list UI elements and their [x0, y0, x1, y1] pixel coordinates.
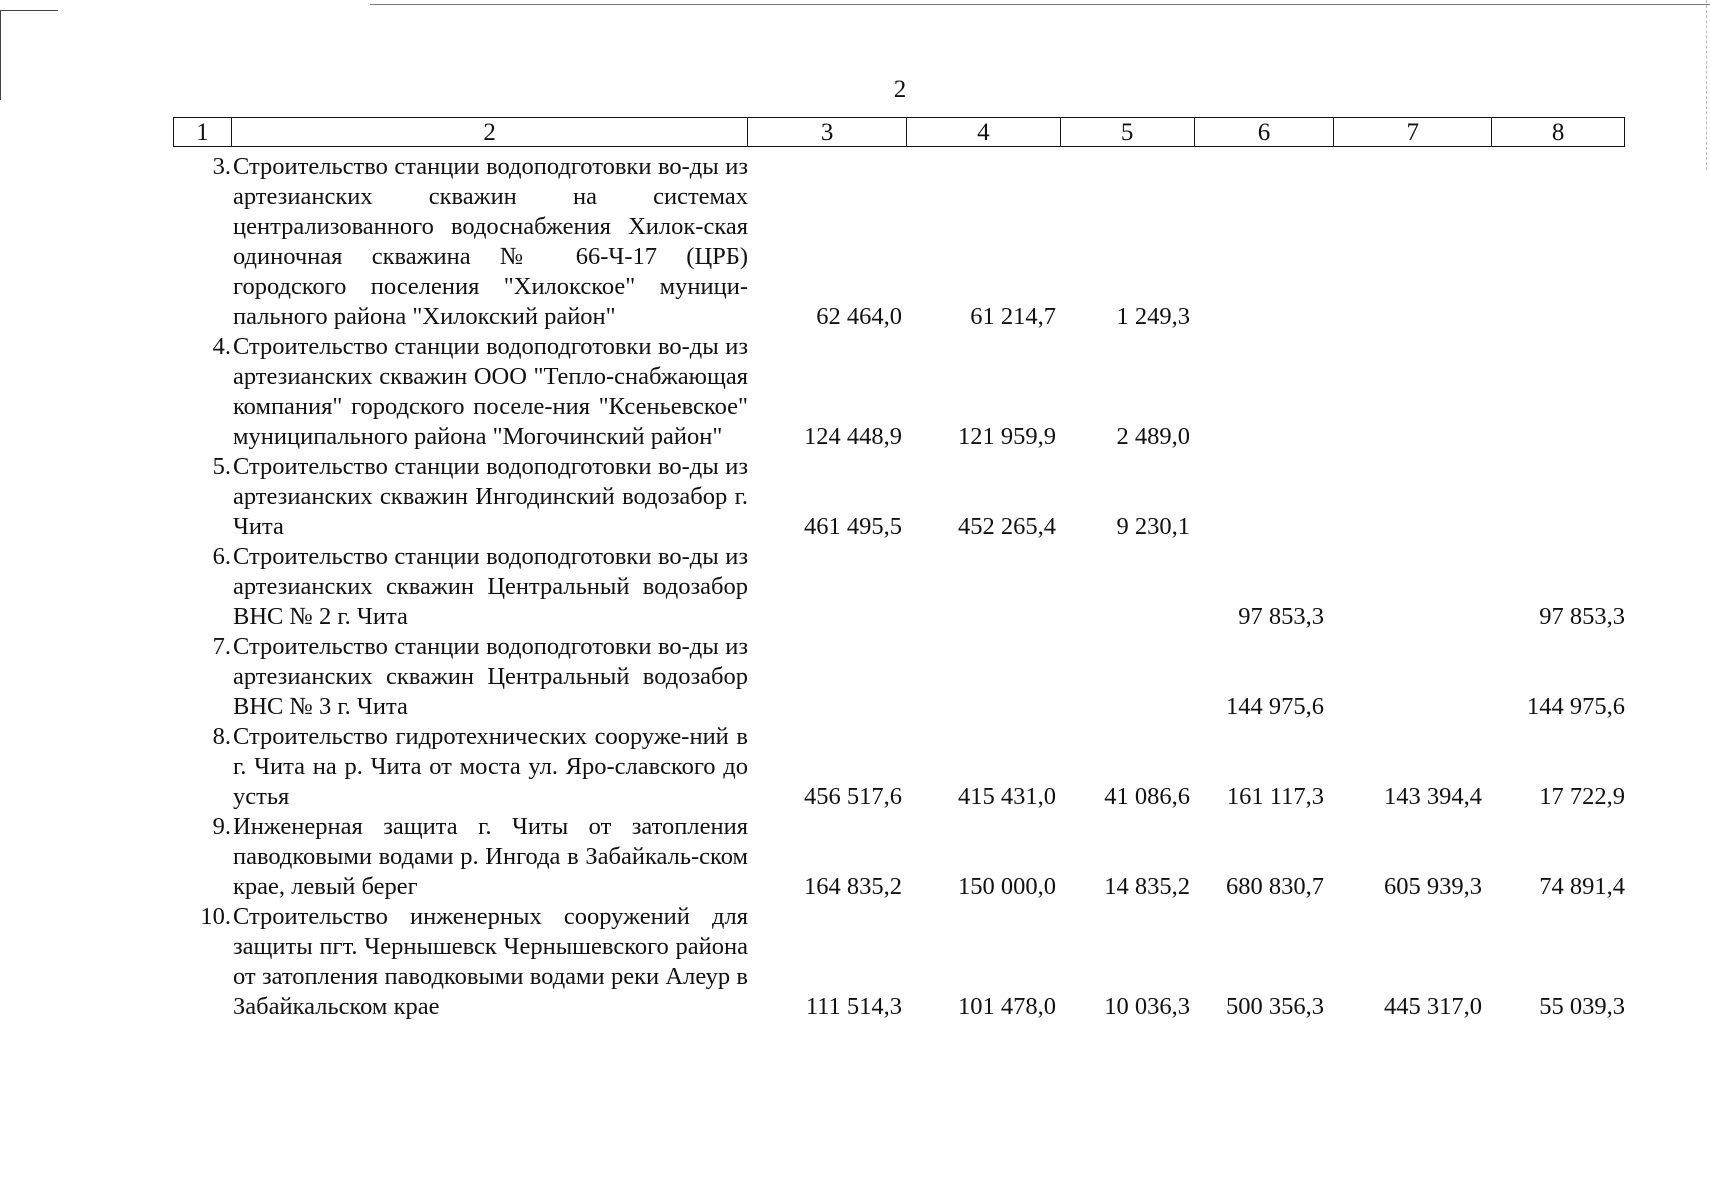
cell-col-3: 456 517,6	[804, 783, 902, 810]
table-row	[173, 542, 1625, 632]
cell-col-6: 680 830,7	[1226, 873, 1324, 900]
cell-col-3: 111 514,3	[805, 993, 902, 1020]
cell-col-7: 605 939,3	[1384, 873, 1482, 900]
table-row	[173, 722, 1625, 812]
cell-col-4: 61 214,7	[970, 303, 1056, 330]
row-number: 4.	[212, 333, 231, 360]
cell-col-7: 143 394,4	[1384, 783, 1482, 810]
cell-col-8: 74 891,4	[1539, 873, 1625, 900]
cell-col-6: 161 117,3	[1226, 783, 1324, 810]
header-col-3: 3	[748, 118, 907, 146]
table-row	[173, 332, 1625, 452]
header-col-7: 7	[1334, 118, 1492, 146]
cell-col-8: 17 722,9	[1539, 783, 1625, 810]
table-row	[173, 632, 1625, 722]
table-body	[173, 152, 1625, 1022]
row-description: Строительство станции водоподготовки во-ды из артезианских скважин на системах централизованного водоснабжения Хилок-ская одиночная скважина № 66-Ч-17 (ЦРБ) городского поселения "Хилокское" муници-пального района "Хилокский район"	[233, 153, 748, 330]
cell-col-6: 97 853,3	[1238, 603, 1324, 630]
row-number: 6.	[212, 543, 231, 570]
row-number: 7.	[212, 633, 231, 660]
table-row	[173, 812, 1625, 902]
cell-col-4: 452 265,4	[958, 513, 1056, 540]
header-col-1: 1	[174, 118, 232, 146]
cell-col-3: 461 495,5	[804, 513, 902, 540]
cell-col-3: 62 464,0	[816, 303, 902, 330]
table-row	[173, 452, 1625, 542]
row-description: Строительство гидротехнических сооруже-ний в г. Чита на р. Чита от моста ул. Яро-славского до устья	[233, 723, 748, 810]
cell-col-8: 55 039,3	[1539, 993, 1625, 1020]
row-description: Инженерная защита г. Читы от затопления паводковыми водами р. Ингода в Забайкаль-ском крае, левый берег	[233, 813, 748, 900]
cell-col-8: 144 975,6	[1527, 693, 1625, 720]
cell-col-5: 41 086,6	[1104, 783, 1190, 810]
header-col-8: 8	[1551, 118, 1565, 146]
cell-col-4: 101 478,0	[958, 993, 1056, 1020]
table-row	[173, 152, 1625, 332]
cell-col-5: 1 249,3	[1116, 303, 1190, 330]
cell-col-6: 500 356,3	[1226, 993, 1324, 1020]
header-col-5: 5	[1061, 118, 1195, 146]
table-header-row	[173, 117, 1625, 147]
row-description: Строительство станции водоподготовки во-ды из артезианских скважин Центральный водозабор ВНС № 2 г. Чита	[233, 543, 748, 630]
cell-col-4: 415 431,0	[958, 783, 1056, 810]
header-col-2: 2	[232, 118, 748, 146]
cell-col-4: 121 959,9	[958, 423, 1056, 450]
row-number: 5.	[212, 453, 231, 480]
row-description: Строительство инженерных сооружений для защиты пгт. Чернышевск Чернышевского района от затопления паводковыми водами реки Алеур в Забайкальском крае	[233, 903, 748, 1020]
page-number: 2	[893, 76, 907, 103]
header-col-6: 6	[1195, 118, 1335, 146]
cell-col-5: 2 489,0	[1116, 423, 1190, 450]
row-description: Строительство станции водоподготовки во-ды из артезианских скважин Центральный водозабор ВНС № 3 г. Чита	[233, 633, 748, 720]
cell-col-5: 10 036,3	[1104, 993, 1190, 1020]
cell-col-3: 164 835,2	[804, 873, 902, 900]
cell-col-7: 445 317,0	[1384, 993, 1482, 1020]
row-number: 10.	[200, 903, 231, 930]
row-number: 3.	[212, 153, 231, 180]
cell-col-3: 124 448,9	[804, 423, 902, 450]
cell-col-8: 97 853,3	[1539, 603, 1625, 630]
scan-border-mark	[370, 4, 1710, 5]
row-description: Строительство станции водоподготовки во-ды из артезианских скважин ООО "Тепло-снабжающая компания" городского поселе-ния "Ксеньевское" муниципального района "Могочинский район"	[233, 333, 748, 450]
row-number: 8.	[212, 723, 231, 750]
row-description: Строительство станции водоподготовки во-ды из артезианских скважин Ингодинский водозабор г. Чита	[233, 453, 748, 540]
table-row	[173, 902, 1625, 1022]
cell-col-6: 144 975,6	[1226, 693, 1324, 720]
row-number: 9.	[212, 813, 231, 840]
cell-col-5: 9 230,1	[1116, 513, 1190, 540]
cell-col-4: 150 000,0	[958, 873, 1056, 900]
scan-border-mark	[0, 10, 58, 11]
cell-col-5: 14 835,2	[1104, 873, 1190, 900]
header-col-4: 4	[907, 118, 1061, 146]
